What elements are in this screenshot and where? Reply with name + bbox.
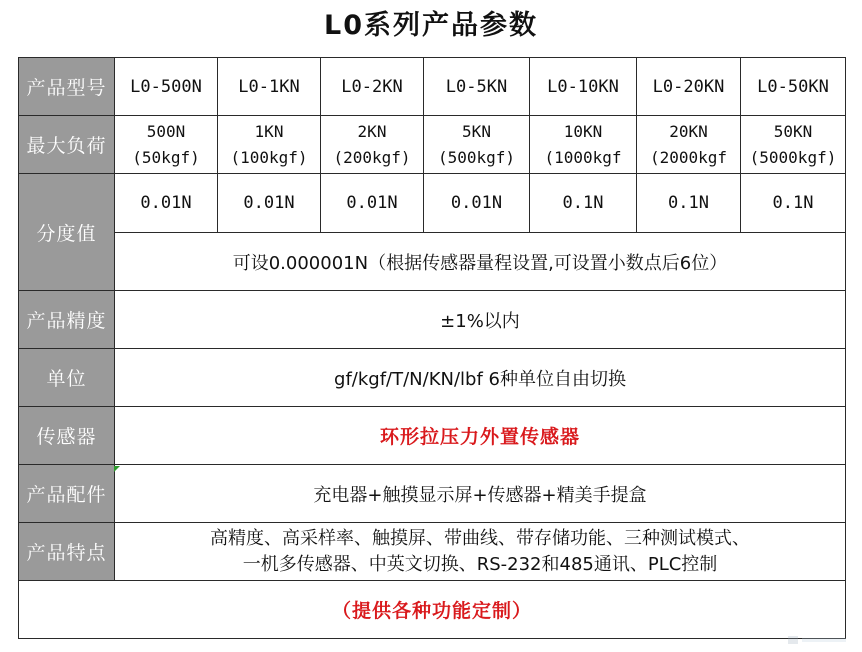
division-cell: 0.01N [115,174,218,233]
row-division-note [19,233,846,291]
features-line-2: 一机多传感器、中英文切换、RS-232和485通讯、PLC控制 [242,553,718,575]
row-model [19,58,846,116]
load-cell [741,116,846,174]
load-kgf: (50kgf) [132,147,200,167]
load-n: 10KN [563,121,603,141]
header-max-load: 最大负荷 [19,116,115,174]
features-line-1: 高精度、高采样率、触摸屏、带曲线、带存储功能、三种测试模式、 [210,527,750,549]
load-n: 5KN [462,121,491,141]
model-cell: L0-2KN [321,58,424,116]
row-features [19,523,846,581]
header-sensor: 传感器 [19,407,115,465]
division-cell: 0.1N [530,174,637,233]
corner-marker [114,466,120,472]
load-n: 1KN [254,121,284,141]
row-unit [19,349,846,407]
load-kgf: (100kgf) [230,147,308,167]
model-cell: L0-500N [115,58,218,116]
row-accuracy [19,291,846,349]
header-model: 产品型号 [19,58,115,116]
division-cell: 0.1N [741,174,846,233]
model-cell: L0-1KN [218,58,321,116]
row-max-load [19,116,846,174]
load-cell [637,116,741,174]
header-accessories: 产品配件 [19,465,115,523]
load-kgf: (2000kgf [649,147,728,167]
load-kgf: (5000kgf) [749,147,837,167]
load-kgf: (200kgf) [333,147,411,167]
load-cell [115,116,218,174]
division-cell: 0.1N [637,174,741,233]
load-cell [321,116,424,174]
watermark-icon [788,634,848,646]
customization-note: （提供各种功能定制） [19,581,846,639]
header-features: 产品特点 [19,523,115,581]
header-division: 分度值 [19,174,115,291]
division-cell: 0.01N [424,174,530,233]
load-n: 20KN [669,121,708,141]
model-cell: L0-50KN [741,58,846,116]
row-customization [19,581,846,639]
model-cell: L0-5KN [424,58,530,116]
sensor-value: 环形拉压力外置传感器 [115,407,846,465]
page-title: L0系列产品参数 [324,10,538,41]
header-accuracy: 产品精度 [19,291,115,349]
row-division [19,174,846,233]
row-sensor [19,407,846,465]
header-unit: 单位 [19,349,115,407]
spec-table [18,57,846,639]
accessories-value: 充电器+触摸显示屏+传感器+精美手提盒 [115,465,846,523]
row-accessories [19,465,846,523]
division-cell: 0.01N [218,174,321,233]
model-cell: L0-20KN [637,58,741,116]
load-kgf: (500kgf) [437,147,516,167]
load-kgf: (1000kgf [544,147,622,167]
load-n: 50KN [773,121,813,141]
division-cell: 0.01N [321,174,424,233]
load-cell [424,116,530,174]
load-n: 500N [146,121,186,141]
accuracy-value: ±1%以内 [115,291,846,349]
features-value [115,523,846,581]
model-cell: L0-10KN [530,58,637,116]
division-note: 可设0.000001N（根据传感器量程设置,可设置小数点后6位） [115,233,846,291]
load-cell [530,116,637,174]
load-n: 2KN [357,121,387,141]
load-cell [218,116,321,174]
unit-value: gf/kgf/T/N/KN/lbf 6种单位自由切换 [115,349,846,407]
